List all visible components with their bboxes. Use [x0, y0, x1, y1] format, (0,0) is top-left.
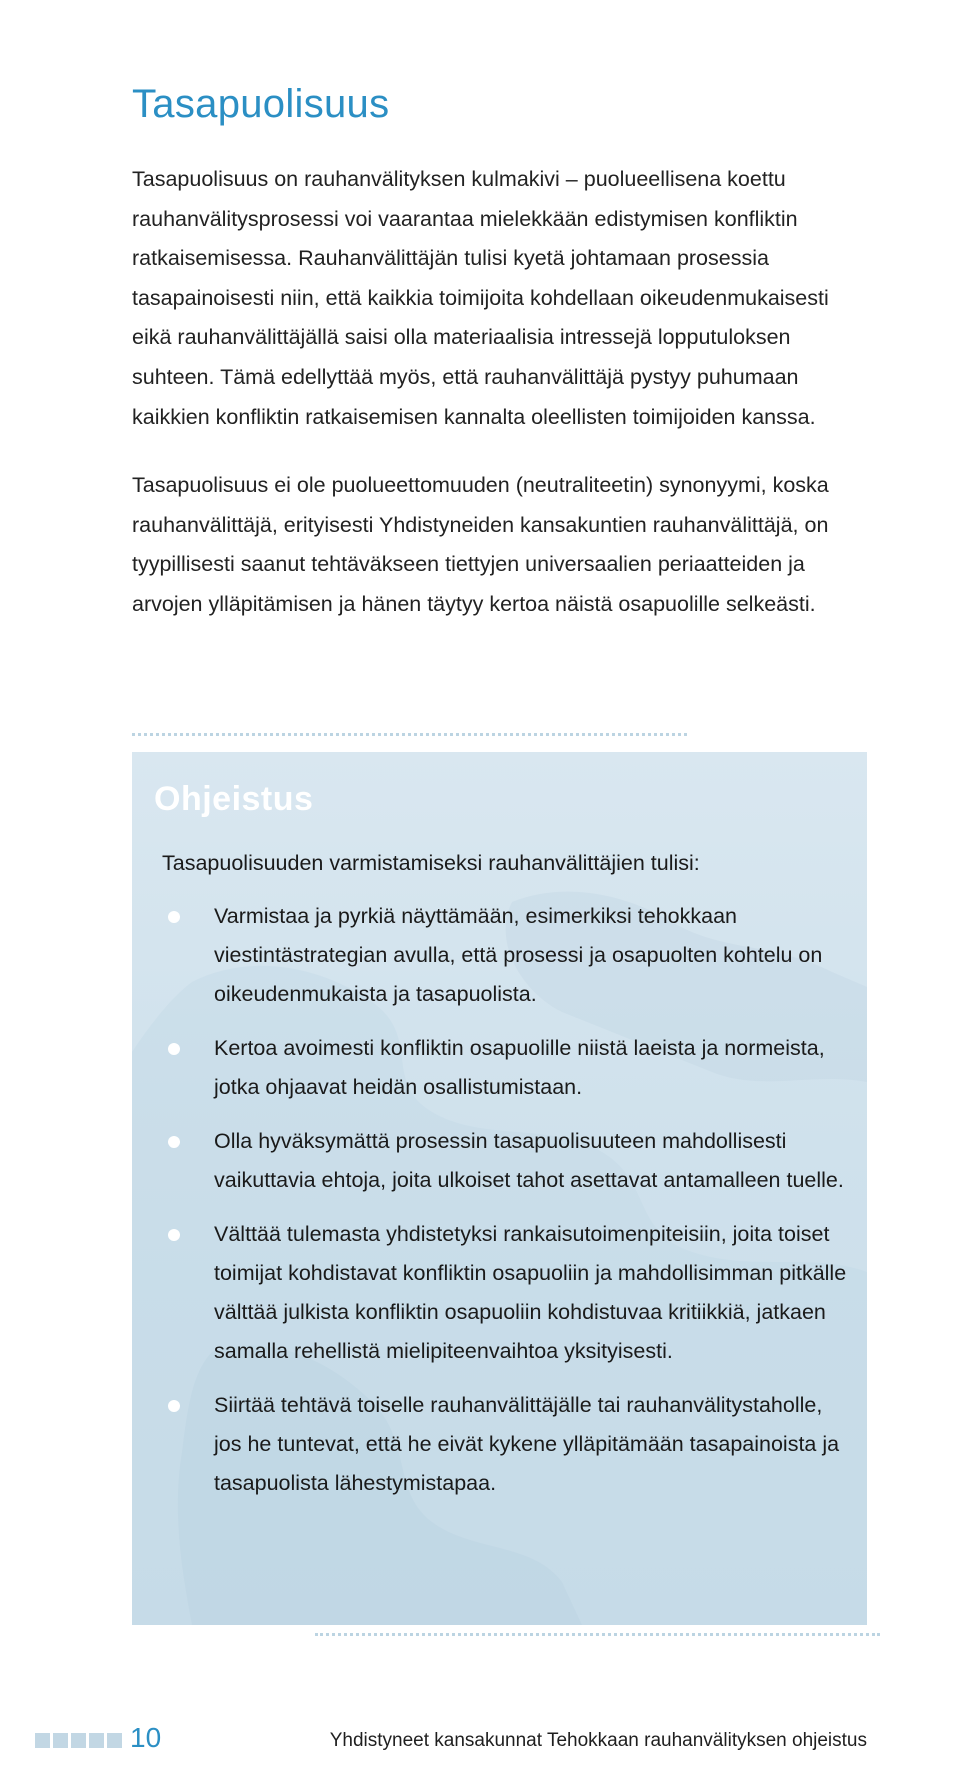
guideline-item	[162, 1386, 852, 1503]
guideline-text: Varmistaa ja pyrkiä näyttämään, esimerkiksi tehokkaan viestintästrategian avulla, että prosessi ja osapuolten kohtelu on oikeudenmukaista ja tasapuolista.	[214, 904, 823, 1006]
guideline-list	[162, 897, 852, 1518]
footer-square	[53, 1733, 68, 1748]
publication-title: Yhdistyneet kansakunnat Tehokkaan rauhanvälityksen ohjeistus	[329, 1730, 867, 1751]
footer-square	[35, 1733, 50, 1748]
guideline-item	[162, 1029, 852, 1107]
page-title: Tasapuolisuus	[132, 82, 390, 126]
paragraph: Tasapuolisuus on rauhanvälityksen kulmakivi – puolueellisena koettu rauhanvälitysprosessi voi vaarantaa mielekkään edistymisen konfliktin ratkaisemisessa. Rauhanvälittäjän tulisi kyetä johtamaan prosessia tasapainoisesti niin, että kaikkia toimijoita kohdellaan oikeudenmukaisesti eikä rauhanvälittäjällä saisi olla materiaalisia intressejä lopputuloksen suhteen. Tämä edellyttää myös, että rauhanvälittäjä pystyy puhumaan kaikkien konfliktin ratkaisemisen kannalta oleellisten toimijoiden kanssa.	[132, 167, 829, 429]
dotted-divider	[132, 733, 687, 736]
guidance-heading: Ohjeistus	[154, 780, 314, 818]
guideline-text: Välttää tulemasta yhdistetyksi rankaisutoimenpiteisiin, joita toiset toimijat kohdistavat konfliktin osapuoliin ja mahdollisimman pitkälle välttää julkista konfliktin osapuoliin kohdistuvaa kritiikkiä, jatkaen samalla rehellistä mielipiteenvaihtoa yksityisesti.	[214, 1222, 847, 1363]
paragraph: Tasapuolisuus ei ole puolueettomuuden (neutraliteetin) synonyymi, koska rauhanvälittäjä, erityisesti Yhdistyneiden kansakuntien rauhanvälittäjä, on tyypillisesti saanut tehtäväkseen tiettyjen universaalien periaatteiden ja arvojen ylläpitämisen ja hänen täytyy kertoa näistä osapuolille selkeästi.	[132, 473, 829, 616]
intro-text	[132, 160, 872, 654]
footer-decoration	[35, 1733, 122, 1748]
footer-square	[89, 1733, 104, 1748]
guidance-box	[132, 752, 867, 1625]
guideline-item	[162, 897, 852, 1014]
footer-square	[107, 1733, 122, 1748]
guideline-item	[162, 1122, 852, 1200]
page-number: 10	[130, 1722, 162, 1753]
dotted-divider	[315, 1633, 880, 1636]
footer-square	[71, 1733, 86, 1748]
bullet-dot	[168, 911, 180, 923]
guideline-text: Olla hyväksymättä prosessin tasapuolisuuteen mahdollisesti vaikuttavia ehtoja, joita ulkoiset tahot asettavat antamalleen tuelle.	[214, 1129, 844, 1192]
guideline-text: Siirtää tehtävä toiselle rauhanvälittäjälle tai rauhanvälitystaholle, jos he tuntevat, että he eivät kykene ylläpitämään tasapainoista ja tasapuolista lähestymistapaa.	[214, 1393, 840, 1495]
bullet-dot	[168, 1400, 180, 1412]
bullet-dot	[168, 1043, 180, 1055]
guidance-lead: Tasapuolisuuden varmistamiseksi rauhanvälittäjien tulisi:	[162, 851, 700, 875]
bullet-dot	[168, 1136, 180, 1148]
guideline-item	[162, 1215, 852, 1371]
bullet-dot	[168, 1229, 180, 1241]
guideline-text: Kertoa avoimesti konfliktin osapuolille niistä laeista ja normeista, jotka ohjaavat heidän osallistumistaan.	[214, 1036, 825, 1099]
